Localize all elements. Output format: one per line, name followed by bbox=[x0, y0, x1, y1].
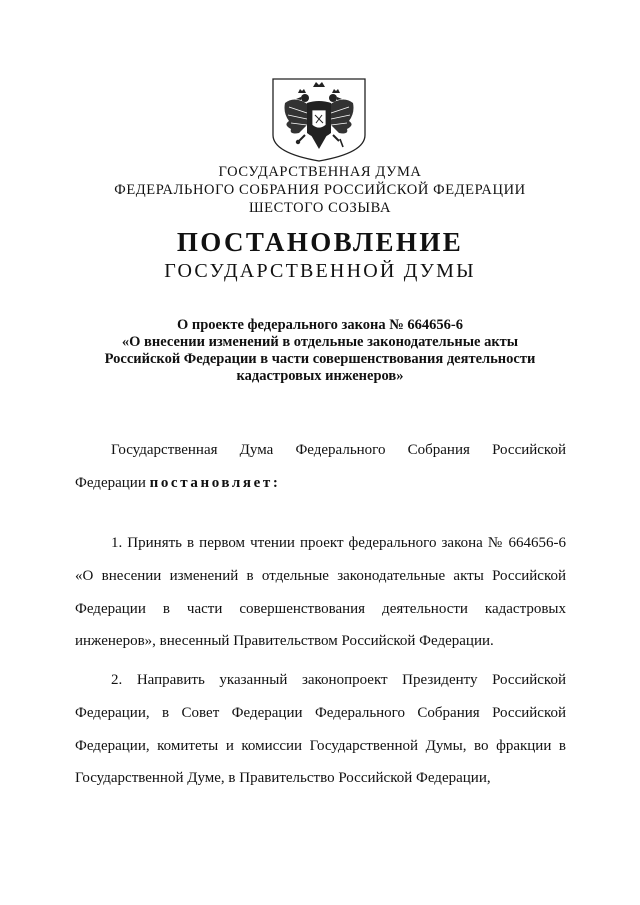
convocation-line: ШЕСТОГО СОЗЫВА bbox=[248, 200, 392, 216]
intro-paragraph bbox=[75, 434, 566, 500]
subject-line: Российской Федерации в части совершенствования деятельности bbox=[104, 351, 536, 367]
subject-block bbox=[60, 317, 580, 385]
document-title: ПОСТАНОВЛЕНИЕ bbox=[176, 227, 464, 257]
item-2-paragraph: 2. Направить указанный законопроект Президенту Российской Федерации, в Совет Федерации Федерального Собрания Российской Федерации, комитеты и комиссии Государственной Думы, во фракции в Государственной Думе, в Правительство Российской Федерации, bbox=[75, 672, 566, 787]
org-name-line1: ГОСУДАРСТВЕННАЯ ДУМА bbox=[218, 164, 422, 180]
subject-line: кадастровых инженеров» bbox=[236, 368, 404, 384]
coat-of-arms-icon bbox=[269, 77, 369, 163]
org-name-line2: ФЕДЕРАЛЬНОГО СОБРАНИЯ РОССИЙСКОЙ ФЕДЕРАЦИИ bbox=[114, 182, 526, 198]
intro-text: Государственная Дума Федерального Собрания Российской Федерации bbox=[75, 442, 566, 491]
document-subtitle: ГОСУДАРСТВЕННОЙ ДУМЫ bbox=[164, 260, 476, 282]
resolves-word: постановляет: bbox=[149, 474, 281, 491]
subject-line: О проекте федерального закона № 664656-6 bbox=[176, 317, 464, 333]
item-1-paragraph: 1. Принять в первом чтении проект федерального закона № 664656-6 «О внесении изменений в отдельные законодательные акты Российской Федерации в части совершенствования деятельности кадастровых инженеров», внесенный Правительством Российской Федерации. bbox=[75, 535, 566, 650]
subject-line: «О внесении изменений в отдельные законодательные акты bbox=[121, 334, 519, 350]
